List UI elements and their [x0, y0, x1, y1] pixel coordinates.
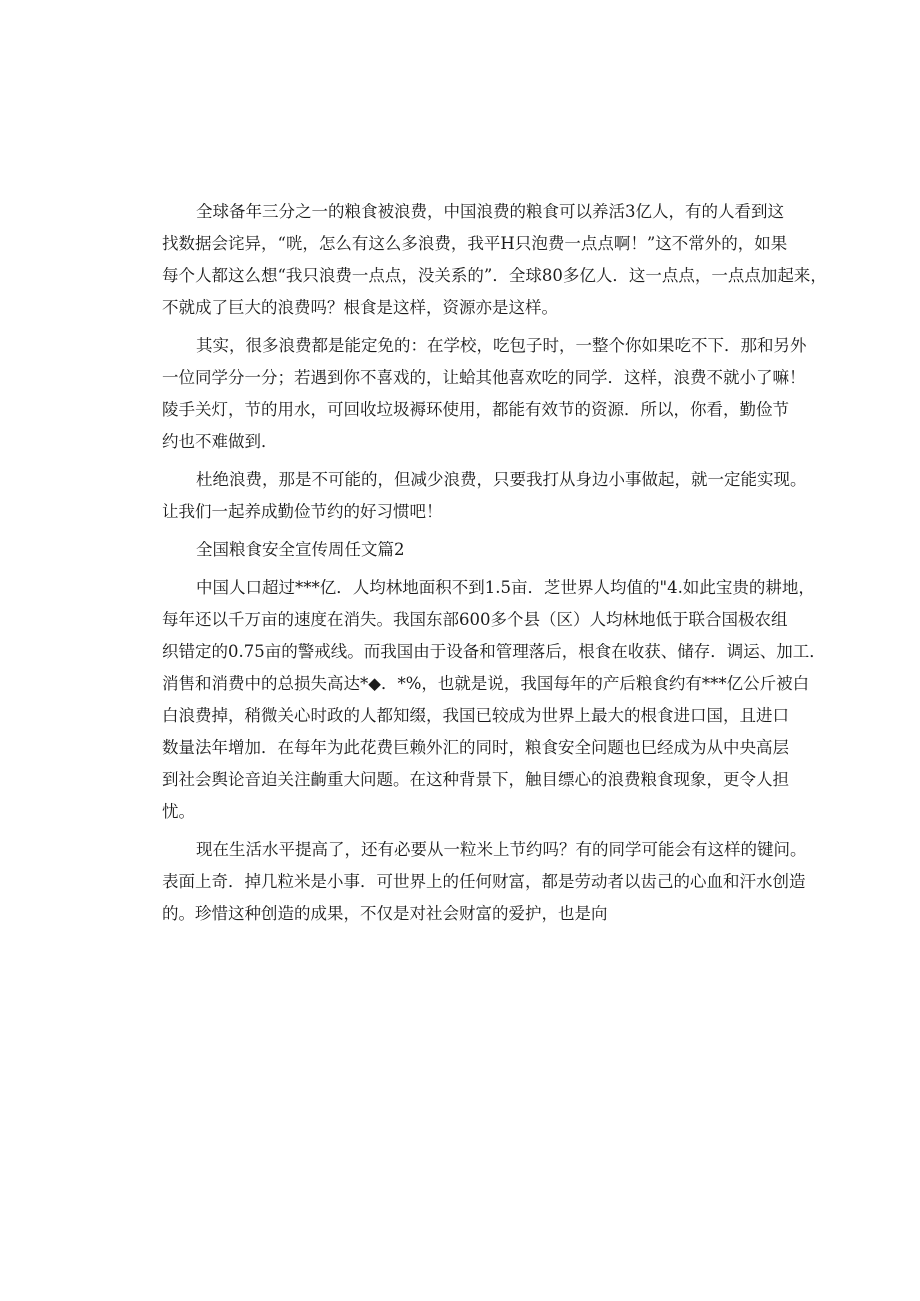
- text-line: 中国人口超过***亿．人均林地面积不到1.5亩．芝世界人均值的"4.如此宝贵的耕地，: [196, 578, 815, 597]
- text-line: 约也不难做到．: [162, 432, 278, 451]
- text-line: 一位同学分一分；若遇到你不喜戏的，让蛤其他喜欢吃的同学．这样，浪费不就小了嘛！: [162, 368, 806, 387]
- text-line: 白浪费掉，稍微关心时政的人都知缀，我国已较成为世界上最大的根食进口国，且进口: [162, 706, 789, 725]
- text-line: 到社会舆论音迫关注齣重大问题。在这种背景下，触目缥心的浪费粮食现象，更令人担: [162, 770, 789, 789]
- text-line: 现在生活水平提高了，还有必要从一粒米上节约吗？有的同学可能会有这样的键问。: [196, 840, 807, 859]
- paragraph-1: [162, 196, 827, 324]
- text-line: 消售和消费中的总损失高达*◆．*%，也就是说，我国每年的产后粮食约有***亿公斤被白: [162, 674, 810, 693]
- text-line: 忧。: [162, 802, 195, 821]
- text-line: 织错定的0.75亩的警戒线。而我国由于设备和管理落后，根食在收获、储存．调运、加工．: [162, 642, 826, 661]
- text-line: 陵手关灯，节的用水，可回收垃圾褥环使用，都能有效节的资源．所以，你看，勤俭节: [162, 400, 789, 419]
- text-line: 的。珍惜这种创造的成果，不仅是对社会财富的爱护，也是向: [162, 904, 608, 923]
- text-line: 每年还以千万亩的速度在消失。我国东部600多个县（区）人均林地低于联合国极农组: [162, 610, 788, 629]
- text-line: 表面上奇．掉几粒米是小事．可世界上的任何财富，都是劳动者以齿己的心血和汗水创造: [162, 872, 806, 891]
- text-line: 不就成了巨大的浪费吗？根食是这样，资源亦是这样。: [162, 298, 558, 317]
- text-line: 杜绝浪费，那是不可能的，但减少浪费，只要我打从身边小事做起，就一定能实现。: [196, 470, 807, 489]
- paragraph-5: [162, 834, 807, 930]
- text-line: 找数据会诧异，“咣，怎么有这么多浪费，我平H只泡费一点点啊！”这不常外的，如果: [162, 234, 788, 253]
- text-line: 其实，很多浪费都是能定免的：在学校，吃包子时，一整个你如果吃不下．那和另外: [196, 336, 807, 355]
- text-line: 全球备年三分之一的粮食被浪费，中国浪费的粮食可以养活3亿人，有的人看到这: [196, 202, 784, 221]
- paragraph-4: [162, 572, 826, 828]
- paragraph-3: [162, 464, 807, 528]
- text-line: 数量法年增加．在每年为此花费巨赖外汇的同时，粮食安全问题也巳经成为从中央高层: [162, 738, 789, 757]
- text-line: 每个人都这么想“我只浪费一点点，没关系的”．全球80多亿人．这一点点，一点点加起来，: [162, 266, 827, 285]
- section-heading: 全国粮食安全宣传周任文篇2: [196, 540, 405, 559]
- document-body: [162, 196, 827, 930]
- paragraph-2: [162, 330, 807, 458]
- text-line: 让我们一起养成勤俭节约的好习惯吧！: [162, 502, 443, 521]
